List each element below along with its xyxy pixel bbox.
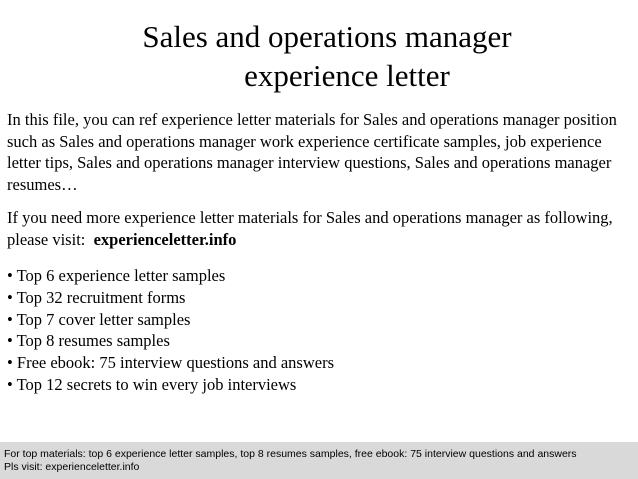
list-item: • Top 8 resumes samples	[7, 331, 170, 351]
footer-line-visit: Pls visit: experienceletter.info	[4, 461, 140, 473]
list-item: • Free ebook: 75 interview questions and answers	[7, 353, 334, 373]
visit-text: If you need more experience letter materials for Sales and operations manager as following, please visit:	[7, 208, 613, 249]
page-title: Sales and operations manager	[142, 19, 512, 54]
intro-paragraph: In this file, you can ref experience letter materials for Sales and operations manager position such as Sales and operations manager work experience certificate samples, job experience letter tips, Sales and operations manager interview questions, Sales and operations manager resumes…	[7, 110, 617, 194]
materials-list	[7, 265, 334, 396]
footer-bar	[0, 442, 638, 479]
list-item: • Top 32 recruitment forms	[7, 287, 186, 307]
list-item: • Top 6 experience letter samples	[7, 266, 226, 285]
website-link[interactable]: experienceletter.info	[93, 229, 237, 249]
footer-line-materials: For top materials: top 6 experience letter samples, top 8 resumes samples, free ebook: 75 interview questions and answers	[4, 448, 577, 460]
page-subtitle: experience letter	[244, 58, 450, 93]
list-item: • Top 12 secrets to win every job interviews	[7, 374, 297, 394]
list-item: • Top 7 cover letter samples	[7, 309, 191, 329]
visit-paragraph	[7, 207, 635, 250]
